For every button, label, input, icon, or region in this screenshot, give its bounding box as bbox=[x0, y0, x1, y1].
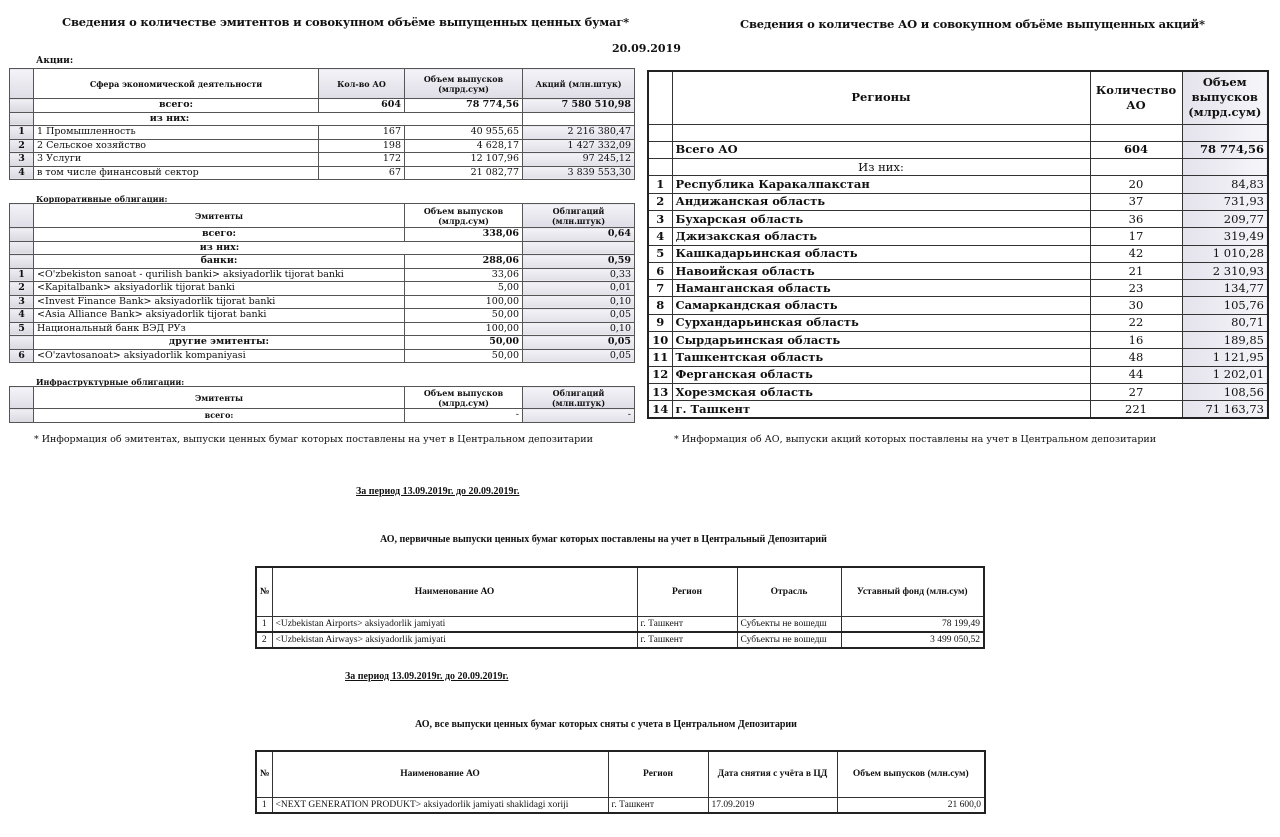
right-footnote: * Информация об АО, выпуски акций которых поставлены на учет в Центральном депозитарии bbox=[674, 434, 1157, 445]
right-title: Сведения о количестве АО и совокупном объёме выпущенных акций* bbox=[740, 17, 1205, 31]
issue-volume: 189,85 bbox=[1182, 332, 1268, 349]
table-row bbox=[648, 366, 1268, 383]
shares-total-row bbox=[10, 99, 635, 113]
issue-volume: 100,00 bbox=[405, 295, 523, 309]
table-row bbox=[648, 245, 1268, 262]
deregistered-table: № Наименование АО Регион Дата снятия с учёта в ЦД Объем выпусков (млн.сум) 1 <NEXT GENERATION PRODUKT> aksiyadorlik jamiyati shaklidagi xoriji г. Ташкент 17.09.2019 21 600,0 bbox=[255, 750, 986, 814]
issue-volume: 5,00 bbox=[405, 282, 523, 296]
row-number: 3 bbox=[10, 153, 34, 167]
issue-volume: 4 628,17 bbox=[405, 139, 523, 153]
issue-volume: 134,77 bbox=[1182, 280, 1268, 297]
table-row bbox=[10, 268, 635, 282]
row-number: 13 bbox=[648, 383, 672, 400]
region-name: Бухарская область bbox=[672, 210, 1090, 227]
issue-volume: 1 121,95 bbox=[1182, 349, 1268, 366]
registered-table: № Наименование АО Регион Отрасль Уставный фонд (млн.сум) 1 <Uzbekistan Airports> aksiyadorlik jamiyati г. Ташкент Субъекты не вошедш 78 199,49 2 <Uzbekistan Airways> aksiyadorlik jamiyati г. Ташкент Субъекты не вошедш 3 499 050,52 bbox=[255, 566, 985, 649]
table-row bbox=[10, 126, 635, 140]
table-row bbox=[648, 193, 1268, 210]
ao-count: 221 bbox=[1090, 401, 1182, 418]
deregistered-title: АО, все выпуски ценных бумаг которых сняты с учета в Центральном Депозитарии bbox=[415, 719, 797, 730]
row-number: 7 bbox=[648, 280, 672, 297]
ao-count: 167 bbox=[319, 126, 405, 140]
issue-volume: 108,56 bbox=[1182, 383, 1268, 400]
ao-count: 30 bbox=[1090, 297, 1182, 314]
shares-table bbox=[9, 68, 635, 180]
row-number: 3 bbox=[10, 295, 34, 309]
report-date: 20.09.2019 bbox=[612, 42, 681, 55]
shares-of-which-row bbox=[10, 112, 635, 126]
company-name: <Uzbekistan Airways> aksiyadorlik jamiyati bbox=[272, 632, 637, 648]
company-name: <NEXT GENERATION PRODUKT> aksiyadorlik jamiyati shaklidagi xoriji bbox=[272, 797, 608, 813]
total-label: всего: bbox=[34, 99, 319, 113]
ao-count: 27 bbox=[1090, 383, 1182, 400]
row-number: 5 bbox=[10, 322, 34, 336]
bonds-total-row: всего: 338,06 0,64 bbox=[10, 228, 635, 242]
issue-volume: 33,06 bbox=[405, 268, 523, 282]
row-number: 9 bbox=[648, 314, 672, 331]
bonds-count: 0,33 bbox=[523, 268, 635, 282]
region: г. Ташкент bbox=[637, 632, 737, 648]
table-row bbox=[648, 297, 1268, 314]
sector-name: 1 Промышленность bbox=[34, 126, 319, 140]
ao-count: 198 bbox=[319, 139, 405, 153]
deregistration-date: 17.09.2019 bbox=[708, 797, 837, 813]
bonds-count: 0,05 bbox=[523, 309, 635, 323]
infra-bonds-label: Инфраструктурные облигации: bbox=[36, 377, 185, 387]
charter-fund: 3 499 050,52 bbox=[841, 632, 984, 648]
header-regions: Регионы bbox=[672, 71, 1090, 124]
infra-bonds-table: Эмитенты Объем выпусков (млрд.сум) Облигаций (млн.штук) всего: - - bbox=[9, 386, 635, 423]
registered-period: За период 13.09.2019г. до 20.09.2019г. bbox=[356, 486, 520, 497]
header-volume: Объем выпусков (млрд.сум) bbox=[1182, 71, 1268, 124]
row-number: 2 bbox=[648, 193, 672, 210]
row-number: 5 bbox=[648, 245, 672, 262]
table-row bbox=[10, 282, 635, 296]
region-name: Джизакская область bbox=[672, 228, 1090, 245]
table-row bbox=[256, 616, 984, 632]
ao-count: 22 bbox=[1090, 314, 1182, 331]
region: г. Ташкент bbox=[608, 797, 708, 813]
registered-title: АО, первичные выпуски ценных бумаг которых поставлены на учет в Центральный Депозитарий bbox=[380, 534, 827, 545]
header-volume: Объем выпусков (млрд.сум) bbox=[405, 69, 523, 99]
table-row bbox=[10, 139, 635, 153]
region-name: г. Ташкент bbox=[672, 401, 1090, 418]
issue-volume: 40 955,65 bbox=[405, 126, 523, 140]
row-number: 11 bbox=[648, 349, 672, 366]
issue-volume: 21 082,77 bbox=[405, 166, 523, 180]
bonds-count: 0,10 bbox=[523, 322, 635, 336]
issue-volume: 71 163,73 bbox=[1182, 401, 1268, 418]
row-number: 2 bbox=[10, 282, 34, 296]
issue-volume: 731,93 bbox=[1182, 193, 1268, 210]
row-number: 12 bbox=[648, 366, 672, 383]
header-num bbox=[10, 69, 34, 99]
issue-volume: 209,77 bbox=[1182, 210, 1268, 227]
table-row bbox=[648, 332, 1268, 349]
issue-volume: 319,49 bbox=[1182, 228, 1268, 245]
others-subtotal-row: другие эмитенты: 50,00 0,05 bbox=[10, 336, 635, 350]
shares-count: 2 216 380,47 bbox=[523, 126, 635, 140]
issuer-name: <Asia Alliance Bank> aksiyadorlik tijorat banki bbox=[34, 309, 405, 323]
table-row bbox=[648, 383, 1268, 400]
corporate-bonds-table bbox=[9, 203, 635, 363]
shares-count: 3 839 553,30 bbox=[523, 166, 635, 180]
issue-volume: 80,71 bbox=[1182, 314, 1268, 331]
ao-count: 37 bbox=[1090, 193, 1182, 210]
shares-header-row bbox=[10, 69, 635, 99]
table-row bbox=[648, 228, 1268, 245]
issue-volume: 100,00 bbox=[405, 322, 523, 336]
ao-count: 48 bbox=[1090, 349, 1182, 366]
table-row bbox=[648, 401, 1268, 418]
region: г. Ташкент bbox=[637, 616, 737, 632]
row-number: 1 bbox=[10, 126, 34, 140]
ao-count: 42 bbox=[1090, 245, 1182, 262]
region-name: Сырдарьинская область bbox=[672, 332, 1090, 349]
issuer-name: <Invest Finance Bank> aksiyadorlik tijorat banki bbox=[34, 295, 405, 309]
header-sphere: Сфера экономической деятельности bbox=[34, 69, 319, 99]
region-name: Самаркандская область bbox=[672, 297, 1090, 314]
sector-name: в том числе финансовый сектор bbox=[34, 166, 319, 180]
issue-volume: 105,76 bbox=[1182, 297, 1268, 314]
table-row bbox=[10, 322, 635, 336]
row-number: 1 bbox=[256, 797, 272, 813]
issuer-name: <Kapitalbank> aksiyadorlik tijorat banki bbox=[34, 282, 405, 296]
total-count: 604 bbox=[319, 99, 405, 113]
row-number: 2 bbox=[256, 632, 272, 648]
shares-label: Акции: bbox=[36, 56, 74, 66]
table-row bbox=[648, 280, 1268, 297]
bonds-count: 0,10 bbox=[523, 295, 635, 309]
table-row bbox=[648, 314, 1268, 331]
table-row bbox=[648, 349, 1268, 366]
row-number: 4 bbox=[10, 166, 34, 180]
region-name: Ферганская область bbox=[672, 366, 1090, 383]
row-number: 14 bbox=[648, 401, 672, 418]
region-name: Андижанская область bbox=[672, 193, 1090, 210]
region-name: Ташкентская область bbox=[672, 349, 1090, 366]
table-row bbox=[10, 349, 635, 363]
total-volume: 78 774,56 bbox=[405, 99, 523, 113]
ao-count: 36 bbox=[1090, 210, 1182, 227]
row-number: 6 bbox=[10, 349, 34, 363]
region-name: Хорезмская область bbox=[672, 383, 1090, 400]
table-row bbox=[10, 295, 635, 309]
table-row bbox=[256, 632, 984, 648]
shares-count: 97 245,12 bbox=[523, 153, 635, 167]
header-issuers: Эмитенты bbox=[34, 204, 405, 228]
row-number: 4 bbox=[10, 309, 34, 323]
issue-volume: 1 010,28 bbox=[1182, 245, 1268, 262]
bonds-count: 0,01 bbox=[523, 282, 635, 296]
header-count: Количество АО bbox=[1090, 71, 1182, 124]
issue-volume: 84,83 bbox=[1182, 176, 1268, 193]
issue-volume: 12 107,96 bbox=[405, 153, 523, 167]
row-number: 1 bbox=[10, 268, 34, 282]
left-footnote: * Информация об эмитентах, выпуски ценных бумаг которых поставлены на учет в Центральном депозитарии bbox=[34, 434, 593, 445]
table-row bbox=[256, 797, 985, 813]
ao-count: 17 bbox=[1090, 228, 1182, 245]
region-name: Наманганская область bbox=[672, 280, 1090, 297]
header-bonds: Облигаций (млн.штук) bbox=[523, 204, 635, 228]
total-shares: 7 580 510,98 bbox=[523, 99, 635, 113]
row-number: 4 bbox=[648, 228, 672, 245]
charter-fund: 78 199,49 bbox=[841, 616, 984, 632]
row-number: 8 bbox=[648, 297, 672, 314]
region-name: Республика Каракалпакстан bbox=[672, 176, 1090, 193]
industry: Субъекты не вошедш bbox=[737, 632, 841, 648]
deregistered-period: За период 13.09.2019г. до 20.09.2019г. bbox=[345, 671, 509, 682]
region-name: Навоийская область bbox=[672, 262, 1090, 279]
ao-count: 67 bbox=[319, 166, 405, 180]
issue-volume: 1 202,01 bbox=[1182, 366, 1268, 383]
sector-name: 2 Сельское хозяйство bbox=[34, 139, 319, 153]
table-row bbox=[10, 309, 635, 323]
row-number: 6 bbox=[648, 262, 672, 279]
bonds-of-which-row: из них: bbox=[10, 241, 635, 255]
issue-volume: 21 600,0 bbox=[837, 797, 985, 813]
issuer-name: <O'zbekiston sanoat - qurilish banki> aksiyadorlik tijorat banki bbox=[34, 268, 405, 282]
ao-count: 23 bbox=[1090, 280, 1182, 297]
issue-volume: 50,00 bbox=[405, 349, 523, 363]
issue-volume: 50,00 bbox=[405, 309, 523, 323]
sector-name: 3 Услуги bbox=[34, 153, 319, 167]
company-name: <Uzbekistan Airports> aksiyadorlik jamiyati bbox=[272, 616, 637, 632]
issuer-name: Национальный банк ВЭД РУз bbox=[34, 322, 405, 336]
industry: Субъекты не вошедш bbox=[737, 616, 841, 632]
row-number: 1 bbox=[648, 176, 672, 193]
header-count: Кол-во АО bbox=[319, 69, 405, 99]
row-number: 3 bbox=[648, 210, 672, 227]
regions-total-row: Всего АО 604 78 774,56 bbox=[648, 141, 1268, 158]
header-volume: Объем выпусков (млрд.сум) bbox=[405, 204, 523, 228]
left-title: Сведения о количестве эмитентов и совокупном объёме выпущенных ценных бумаг* bbox=[62, 15, 629, 29]
issue-volume: 2 310,93 bbox=[1182, 262, 1268, 279]
table-row bbox=[10, 153, 635, 167]
ao-count: 44 bbox=[1090, 366, 1182, 383]
of-which-label: из них: bbox=[34, 112, 523, 126]
table-row bbox=[10, 166, 635, 180]
row-number: 2 bbox=[10, 139, 34, 153]
table-row bbox=[648, 210, 1268, 227]
region-name: Сурхандарьинская область bbox=[672, 314, 1090, 331]
infra-total-row: всего: - - bbox=[10, 409, 635, 423]
banks-subtotal-row: банки: 288,06 0,59 bbox=[10, 255, 635, 269]
table-row bbox=[648, 262, 1268, 279]
ao-count: 21 bbox=[1090, 262, 1182, 279]
header-shares: Акций (млн.штук) bbox=[523, 69, 635, 99]
ao-count: 20 bbox=[1090, 176, 1182, 193]
region-name: Кашкадарьинская область bbox=[672, 245, 1090, 262]
regions-table: Регионы Количество АО Объем выпусков (млрд.сум) Всего АО 604 78 774,56 Из них: 1 Республика Каракалпакстан 20 84,83 2 Андижанская область 37 731,93 3 Бухарская область 36 209,77 4 Джизакская область 17 319,49 5 Кашкадарьинская область 42 1 010,28 6 Навоийская область 21 2 310,93 7 Наманганская область 23 134,77 8 Самаркандская область 30 105,76 9 Сурхандарьинская область 22 80,71 10 Сырдарьинская область 16 189,85 11 Ташкентская область 48 1 121,95 12 Ферганская область 44 1 202,01 13 Хорезмская область 27 108,56 14 г. Ташкент 221 71 163,73 bbox=[647, 70, 1269, 419]
ao-count: 172 bbox=[319, 153, 405, 167]
row-number: 1 bbox=[256, 616, 272, 632]
corporate-bonds-label: Корпоративные облигации: bbox=[36, 194, 168, 204]
shares-count: 1 427 332,09 bbox=[523, 139, 635, 153]
table-row bbox=[648, 176, 1268, 193]
ao-count: 16 bbox=[1090, 332, 1182, 349]
row-number: 10 bbox=[648, 332, 672, 349]
bonds-count: 0,05 bbox=[523, 349, 635, 363]
issuer-name: <O'zavtosanoat> aksiyadorlik kompaniyasi bbox=[34, 349, 405, 363]
